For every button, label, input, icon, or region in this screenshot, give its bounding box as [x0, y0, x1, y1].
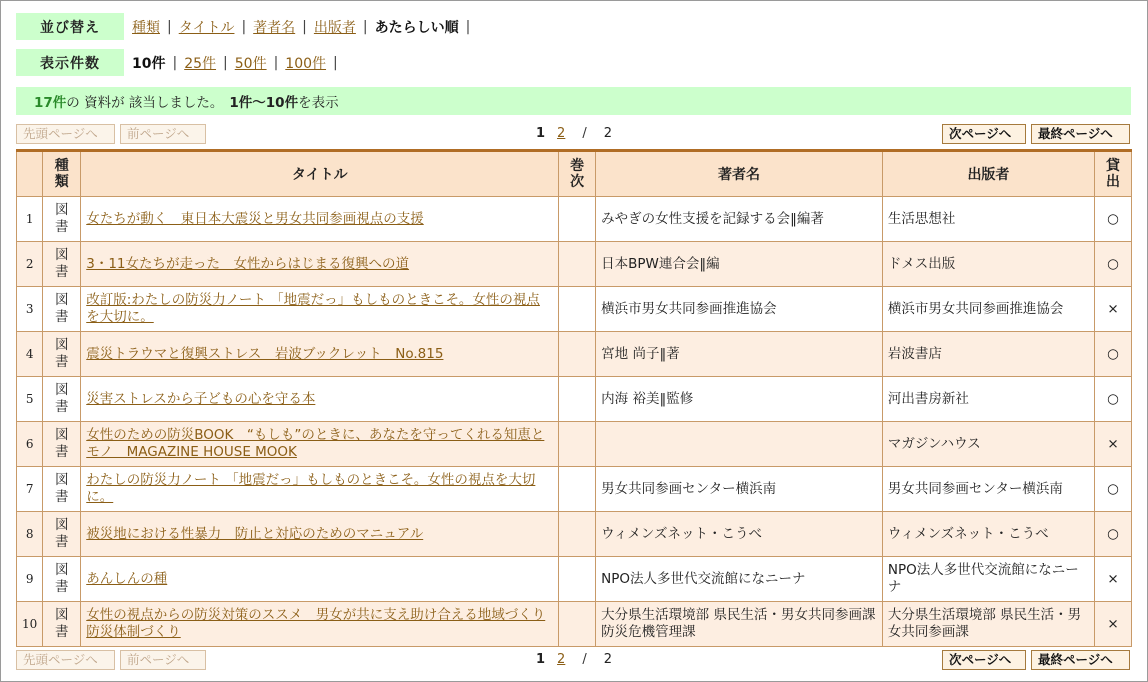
row-author: 日本BPW連合会‖編 — [601, 255, 720, 272]
page-numbers — [536, 124, 612, 144]
row-lend-status: ○ — [1107, 255, 1119, 272]
row-title-cell — [81, 242, 559, 287]
row-number-cell — [17, 467, 43, 512]
separator: | — [465, 18, 471, 35]
row-volume-cell — [559, 557, 596, 602]
header-author[interactable]: 著者名 — [596, 151, 883, 197]
table-row — [17, 242, 1132, 287]
row-volume-cell — [559, 512, 596, 557]
page-link[interactable]: 2 — [557, 652, 566, 667]
table-row — [17, 287, 1132, 332]
result-range: 1件〜10件 — [229, 95, 299, 111]
sort-options — [132, 17, 477, 37]
row-publisher-cell — [882, 557, 1094, 602]
row-publisher-cell — [882, 197, 1094, 242]
table-row — [17, 467, 1132, 512]
display-count-current: 10件 — [132, 55, 166, 72]
row-lend-status-cell — [1095, 242, 1132, 287]
row-kind: 図書 — [55, 472, 69, 505]
row-number-cell — [17, 242, 43, 287]
total-pages: 2 — [603, 126, 612, 141]
row-kind: 図書 — [55, 337, 69, 370]
separator: | — [172, 54, 178, 71]
sort-option-kind[interactable]: 種類 — [132, 19, 160, 36]
title-link[interactable]: 改訂版:わたしの防災力ノート 「地震だっ」もしものときこそ。女性の視点を大切に。 — [86, 292, 540, 325]
display-count-100[interactable]: 100件 — [285, 55, 327, 72]
row-publisher: 生活思想社 — [887, 210, 956, 227]
row-publisher-cell — [882, 602, 1094, 647]
display-count-label: 表示件数 — [16, 49, 124, 76]
table-header-row — [17, 151, 1132, 197]
row-publisher-cell — [882, 287, 1094, 332]
row-number: 3 — [25, 301, 34, 316]
row-volume-cell — [559, 602, 596, 647]
sort-row — [16, 13, 477, 40]
row-publisher-cell — [882, 512, 1094, 557]
table-row — [17, 422, 1132, 467]
sort-option-newest-current: あたらしい順 — [374, 19, 459, 36]
row-publisher: NPO法人多世代交流館になニーナ — [887, 562, 1079, 595]
display-count-options — [132, 53, 345, 73]
row-kind: 図書 — [55, 382, 69, 415]
row-lend-status-cell — [1095, 512, 1132, 557]
row-author: NPO法人多世代交流館になニーナ — [601, 570, 806, 587]
title-link[interactable]: 震災トラウマと復興ストレス 岩波ブックレット No.815 — [86, 345, 444, 362]
row-number: 5 — [25, 391, 34, 406]
page-slash: / — [582, 126, 587, 141]
header-publisher[interactable]: 出版者 — [882, 151, 1094, 197]
row-publisher: 河出書房新社 — [887, 390, 969, 407]
row-lend-status: ○ — [1107, 390, 1119, 407]
row-title-cell — [81, 512, 559, 557]
row-author: ウィメンズネット・こうべ — [601, 525, 762, 542]
row-kind: 図書 — [55, 247, 69, 280]
separator: | — [167, 18, 172, 35]
title-link[interactable]: わたしの防災力ノート 「地震だっ」もしものときこそ。女性の視点を大切に。 — [86, 472, 536, 505]
row-kind-cell — [43, 467, 81, 512]
display-count-row — [16, 49, 345, 76]
first-page-button[interactable]: 先頭ページへ — [16, 650, 115, 670]
prev-page-button[interactable]: 前ページへ — [120, 124, 206, 144]
separator: | — [241, 18, 247, 35]
table-row — [17, 197, 1132, 242]
table-row — [17, 602, 1132, 647]
row-kind-cell — [43, 242, 81, 287]
row-lend-status-cell — [1095, 377, 1132, 422]
row-author-cell — [596, 512, 883, 557]
row-author-cell — [596, 242, 883, 287]
row-number-cell — [17, 377, 43, 422]
row-kind: 図書 — [55, 562, 69, 595]
row-publisher: ウィメンズネット・こうべ — [887, 525, 1049, 542]
display-count-50[interactable]: 50件 — [234, 55, 267, 72]
sort-option-author[interactable]: 著者名 — [253, 19, 296, 36]
title-link[interactable]: 被災地における性暴力 防止と対応のためのマニュアル — [86, 525, 424, 542]
row-volume-cell — [559, 467, 596, 512]
row-volume-cell — [559, 422, 596, 467]
row-author: 男女共同参画センター横浜南 — [601, 480, 777, 497]
row-kind-cell — [43, 512, 81, 557]
table-row — [17, 557, 1132, 602]
row-author: みやぎの女性支援を記録する会‖編著 — [601, 210, 824, 227]
row-number: 8 — [25, 526, 34, 541]
results-body — [17, 197, 1132, 647]
row-number-cell — [17, 512, 43, 557]
row-number-cell — [17, 287, 43, 332]
row-number-cell — [17, 197, 43, 242]
row-publisher: マガジンハウス — [887, 435, 981, 452]
row-author-cell — [596, 557, 883, 602]
page-slash: / — [582, 652, 587, 667]
row-author: 大分県生活環境部 県民生活・男女共同参画課 防災危機管理課 — [601, 607, 889, 640]
row-lend-status-cell — [1095, 197, 1132, 242]
separator: | — [362, 18, 368, 35]
row-title-cell — [81, 602, 559, 647]
row-title-cell — [81, 332, 559, 377]
first-page-button[interactable]: 先頭ページへ — [16, 124, 115, 144]
row-kind: 図書 — [55, 202, 69, 235]
row-lend-status: × — [1107, 435, 1119, 452]
row-number: 6 — [25, 436, 34, 451]
row-number: 4 — [25, 346, 34, 361]
row-kind: 図書 — [55, 292, 69, 325]
row-number-cell — [17, 422, 43, 467]
row-title-cell — [81, 467, 559, 512]
result-text-suffix: を表示 — [298, 95, 339, 111]
header-number — [17, 151, 43, 197]
table-row — [17, 377, 1132, 422]
row-title-cell — [81, 422, 559, 467]
row-number: 1 — [25, 211, 34, 226]
row-number-cell — [17, 332, 43, 377]
row-publisher-cell — [882, 467, 1094, 512]
row-lend-status-cell — [1095, 287, 1132, 332]
row-lend-status: ○ — [1107, 480, 1119, 497]
current-page: 1 — [536, 652, 546, 667]
row-lend-status: × — [1107, 615, 1119, 632]
row-number-cell — [17, 602, 43, 647]
title-link[interactable]: 災害ストレスから子どもの心を守る本 — [86, 390, 316, 407]
row-number: 9 — [25, 571, 34, 586]
separator: | — [273, 54, 279, 71]
display-count-25[interactable]: 25件 — [184, 55, 217, 72]
next-page-button[interactable]: 次ページへ — [942, 650, 1026, 670]
row-publisher: ドメス出版 — [887, 255, 956, 272]
row-title-cell — [81, 287, 559, 332]
row-kind-cell — [43, 197, 81, 242]
prev-page-button[interactable]: 前ページへ — [120, 650, 206, 670]
row-author: 横浜市男女共同参画推進協会 — [601, 300, 777, 317]
row-publisher-cell — [882, 377, 1094, 422]
header-title[interactable]: タイトル — [81, 151, 559, 197]
row-author: 内海 裕美‖監修 — [601, 390, 694, 407]
separator: | — [223, 54, 228, 71]
row-number: 2 — [25, 256, 34, 271]
row-volume-cell — [559, 287, 596, 332]
row-author-cell — [596, 422, 883, 467]
current-page: 1 — [536, 126, 546, 141]
title-link[interactable]: あんしんの種 — [86, 570, 168, 587]
title-link[interactable]: 女性のための防災BOOK “もしも”のときに、あなたを守ってくれる知恵とモノ MAGAZINE HOUSE MOOK — [86, 427, 545, 460]
row-publisher: 横浜市男女共同参画推進協会 — [887, 300, 1064, 317]
row-author-cell — [596, 287, 883, 332]
row-volume-cell — [559, 332, 596, 377]
row-kind: 図書 — [55, 607, 69, 640]
row-title-cell — [81, 377, 559, 422]
row-publisher: 大分県生活環境部 県民生活・男女共同参画課 — [887, 607, 1082, 640]
result-summary — [16, 87, 1131, 115]
title-link[interactable]: 女たちが動く 東日本大震災と男女共同参画視点の支援 — [86, 210, 424, 227]
sort-option-title[interactable]: タイトル — [178, 19, 235, 36]
results-table — [16, 149, 1132, 647]
row-title-cell — [81, 557, 559, 602]
total-pages: 2 — [603, 652, 612, 667]
separator: | — [302, 18, 307, 35]
row-kind-cell — [43, 602, 81, 647]
sort-label: 並び替え — [16, 13, 124, 40]
row-publisher-cell — [882, 242, 1094, 287]
row-lend-status: × — [1107, 300, 1119, 317]
page-link[interactable]: 2 — [557, 126, 566, 141]
row-number: 10 — [22, 616, 38, 631]
row-kind-cell — [43, 422, 81, 467]
row-kind-cell — [43, 377, 81, 422]
header-kind[interactable]: 種類 — [43, 151, 81, 197]
table-row — [17, 512, 1132, 557]
row-lend-status-cell — [1095, 602, 1132, 647]
row-volume-cell — [559, 242, 596, 287]
row-title-cell — [81, 197, 559, 242]
row-kind-cell — [43, 557, 81, 602]
row-lend-status-cell — [1095, 332, 1132, 377]
last-page-button[interactable]: 最終ページへ — [1031, 650, 1130, 670]
row-kind: 図書 — [55, 427, 69, 460]
result-count: 17件 — [34, 95, 67, 111]
pager-top — [16, 124, 1131, 144]
row-lend-status-cell — [1095, 467, 1132, 512]
separator: | — [333, 54, 338, 71]
row-publisher-cell — [882, 422, 1094, 467]
sort-option-publisher[interactable]: 出版者 — [313, 19, 356, 36]
last-page-button[interactable]: 最終ページへ — [1031, 124, 1130, 144]
row-author-cell — [596, 602, 889, 647]
row-publisher: 男女共同参画センター横浜南 — [887, 480, 1063, 497]
row-kind-cell — [43, 287, 81, 332]
row-volume-cell — [559, 197, 596, 242]
row-lend-status: ○ — [1107, 210, 1119, 227]
row-lend-status-cell — [1095, 557, 1132, 602]
row-kind-cell — [43, 332, 81, 377]
row-number-cell — [17, 557, 43, 602]
row-author-cell — [596, 467, 883, 512]
page-numbers — [536, 650, 612, 670]
row-author-cell — [596, 377, 883, 422]
row-author: 宮地 尚子‖著 — [601, 345, 680, 362]
title-link[interactable]: 3・11女たちが走った 女性からはじまる復興への道 — [86, 255, 410, 272]
row-volume-cell — [559, 377, 596, 422]
result-text: の 資料が 該当しました。 — [66, 95, 224, 111]
row-kind: 図書 — [55, 517, 69, 550]
row-lend-status: × — [1107, 570, 1119, 587]
row-publisher: 岩波書店 — [887, 345, 942, 362]
next-page-button[interactable]: 次ページへ — [942, 124, 1026, 144]
row-publisher-cell — [882, 332, 1094, 377]
header-volume: 巻次 — [559, 151, 596, 197]
row-number: 7 — [25, 481, 34, 496]
table-row — [17, 332, 1132, 377]
header-lend: 貸出 — [1095, 151, 1132, 197]
row-lend-status: ○ — [1107, 345, 1119, 362]
title-link[interactable]: 女性の視点からの防災対策のススメ 男女が共に支え助け合える地域づくり防災体制づくり — [86, 607, 546, 640]
row-lend-status-cell — [1095, 422, 1132, 467]
row-lend-status: ○ — [1107, 525, 1119, 542]
pager-bottom — [16, 650, 1131, 670]
row-author-cell — [596, 332, 883, 377]
row-author-cell — [596, 197, 883, 242]
